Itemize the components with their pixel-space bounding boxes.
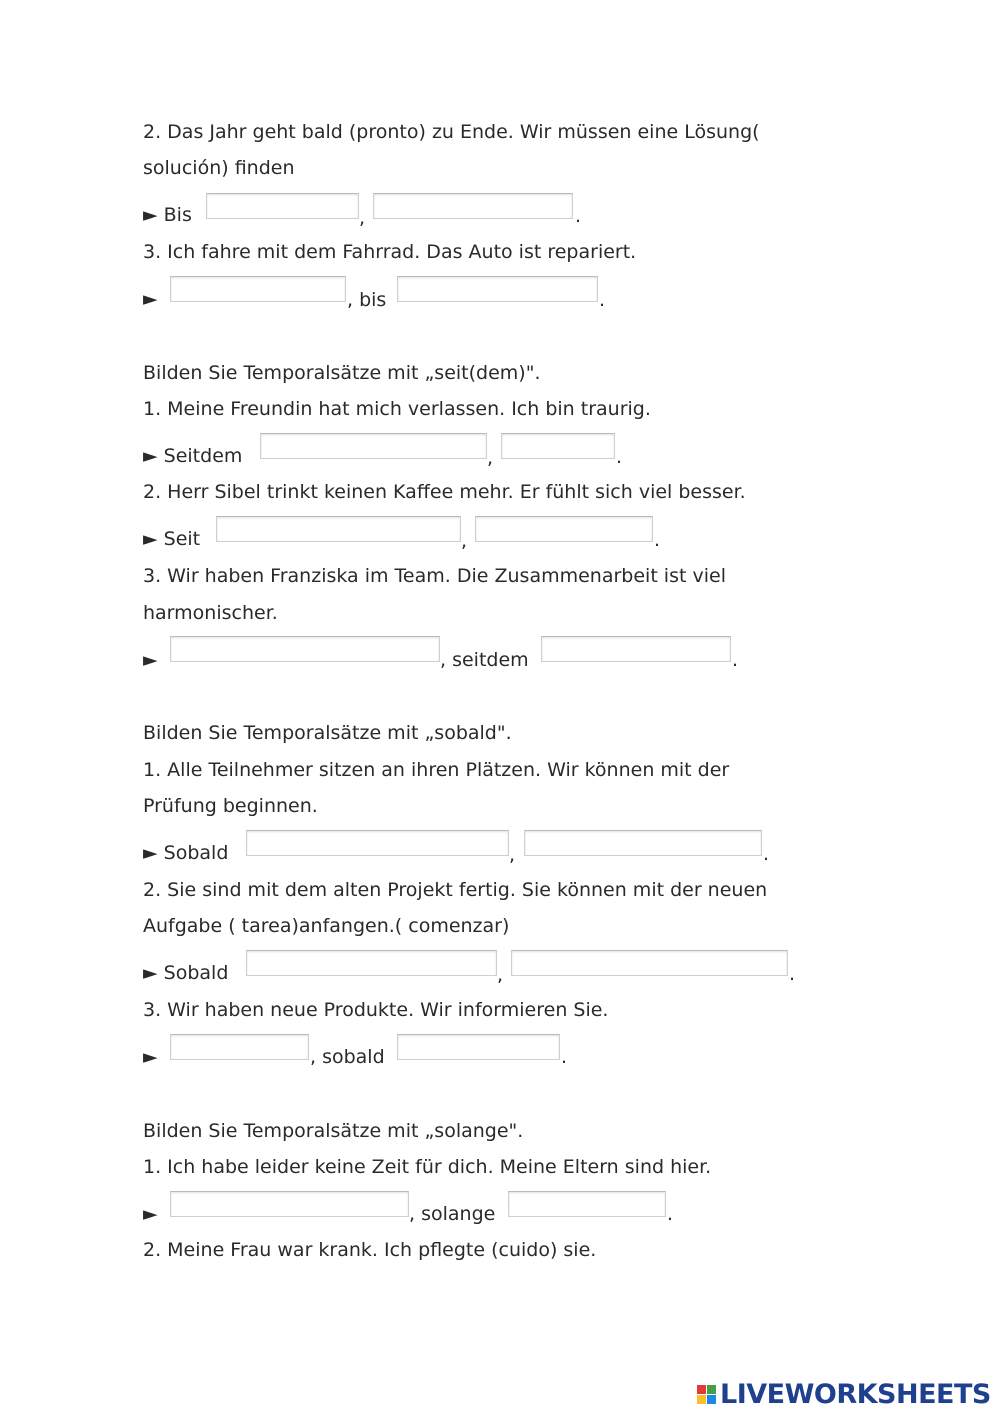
solange-item-1-text: 1. Ich habe leider keine Zeit für dich. Meine Eltern sind hier. bbox=[143, 1156, 712, 1178]
logo-square-blue bbox=[707, 1395, 716, 1404]
period: . bbox=[667, 1203, 674, 1225]
arrow: ► bbox=[143, 288, 158, 310]
arrow: ► bbox=[143, 1203, 158, 1225]
arrow: ► bbox=[143, 649, 158, 671]
logo-square-green bbox=[707, 1385, 716, 1394]
answer-input-seit-1b[interactable] bbox=[501, 433, 615, 459]
answer-input-s1-3b[interactable] bbox=[397, 276, 598, 302]
sobald-item-2-text-line2: Aufgabe ( tarea)anfangen.( comenzar) bbox=[143, 915, 510, 937]
solange-item-1-middle: , solange bbox=[409, 1203, 496, 1225]
sobald-item-3-middle: , sobald bbox=[310, 1046, 385, 1068]
logo-square-red bbox=[697, 1385, 706, 1394]
seit-item-1-prefix: ► Seitdem bbox=[143, 445, 243, 467]
item-2-text-line1: 2. Das Jahr geht bald (pronto) zu Ende. Wir müssen eine Lösung( bbox=[143, 121, 760, 143]
logo-text: LIVEWORKSHEETS bbox=[720, 1378, 991, 1410]
comma: , bbox=[487, 447, 494, 469]
seit-item-3-text-line1: 3. Wir haben Franziska im Team. Die Zusammenarbeit ist viel bbox=[143, 565, 726, 587]
period: . bbox=[616, 446, 623, 468]
answer-input-sobald-1a[interactable] bbox=[246, 830, 509, 856]
period: . bbox=[789, 963, 796, 985]
sobald-item-2-prefix: ► Sobald bbox=[143, 962, 229, 984]
answer-input-s1-2a[interactable] bbox=[206, 193, 359, 219]
answer-input-seit-1a[interactable] bbox=[260, 433, 487, 459]
period: . bbox=[561, 1046, 568, 1068]
sobald-item-2-text-line1: 2. Sie sind mit dem alten Projekt fertig. Sie können mit der neuen bbox=[143, 879, 768, 901]
solange-item-2-text: 2. Meine Frau war krank. Ich pflegte (cuido) sie. bbox=[143, 1239, 597, 1261]
item-2-prefix: ► Bis bbox=[143, 204, 192, 226]
answer-input-solange-1b[interactable] bbox=[508, 1191, 666, 1217]
answer-input-seit-3a[interactable] bbox=[170, 636, 440, 662]
comma: , bbox=[359, 207, 366, 229]
seit-item-2-prefix: ► Seit bbox=[143, 528, 201, 550]
sobald-item-1-text-line2: Prüfung beginnen. bbox=[143, 795, 318, 817]
answer-input-sobald-1b[interactable] bbox=[524, 830, 762, 856]
period: . bbox=[763, 843, 770, 865]
sobald-item-3-text: 3. Wir haben neue Produkte. Wir informieren Sie. bbox=[143, 999, 609, 1021]
logo-squares-icon bbox=[697, 1385, 716, 1404]
period: . bbox=[732, 649, 739, 671]
comma: , bbox=[509, 844, 516, 866]
answer-input-s1-3a[interactable] bbox=[170, 276, 346, 302]
answer-input-sobald-3b[interactable] bbox=[397, 1034, 560, 1060]
item-3-middle: , bis bbox=[347, 289, 387, 311]
sobald-item-1-text-line1: 1. Alle Teilnehmer sitzen an ihren Plätzen. Wir können mit der bbox=[143, 759, 730, 781]
liveworksheets-logo bbox=[697, 1380, 991, 1408]
logo-square-yellow bbox=[697, 1395, 706, 1404]
seit-item-2-text: 2. Herr Sibel trinkt keinen Kaffee mehr. Er fühlt sich viel besser. bbox=[143, 481, 746, 503]
answer-input-seit-2a[interactable] bbox=[216, 516, 461, 542]
comma: , bbox=[461, 530, 468, 552]
item-3-text: 3. Ich fahre mit dem Fahrrad. Das Auto ist repariert. bbox=[143, 241, 637, 263]
answer-input-seit-3b[interactable] bbox=[541, 636, 731, 662]
section-heading-seit: Bilden Sie Temporalsätze mit „seit(dem)". bbox=[143, 362, 541, 384]
answer-input-seit-2b[interactable] bbox=[475, 516, 653, 542]
arrow: ► bbox=[143, 1046, 158, 1068]
answer-input-sobald-2b[interactable] bbox=[511, 950, 788, 976]
section-heading-sobald: Bilden Sie Temporalsätze mit „sobald". bbox=[143, 722, 512, 744]
period: . bbox=[575, 205, 582, 227]
answer-input-sobald-3a[interactable] bbox=[170, 1034, 309, 1060]
answer-input-sobald-2a[interactable] bbox=[246, 950, 497, 976]
period: . bbox=[599, 289, 606, 311]
period: . bbox=[654, 529, 661, 551]
comma: , bbox=[497, 964, 504, 986]
seit-item-3-text-line2: harmonischer. bbox=[143, 602, 278, 624]
answer-input-solange-1a[interactable] bbox=[170, 1191, 409, 1217]
answer-input-s1-2b[interactable] bbox=[373, 193, 573, 219]
seit-item-1-text: 1. Meine Freundin hat mich verlassen. Ich bin traurig. bbox=[143, 398, 651, 420]
seit-item-3-middle: , seitdem bbox=[440, 649, 529, 671]
item-2-text-line2: solución) finden bbox=[143, 157, 295, 179]
section-heading-solange: Bilden Sie Temporalsätze mit „solange". bbox=[143, 1120, 524, 1142]
sobald-item-1-prefix: ► Sobald bbox=[143, 842, 229, 864]
